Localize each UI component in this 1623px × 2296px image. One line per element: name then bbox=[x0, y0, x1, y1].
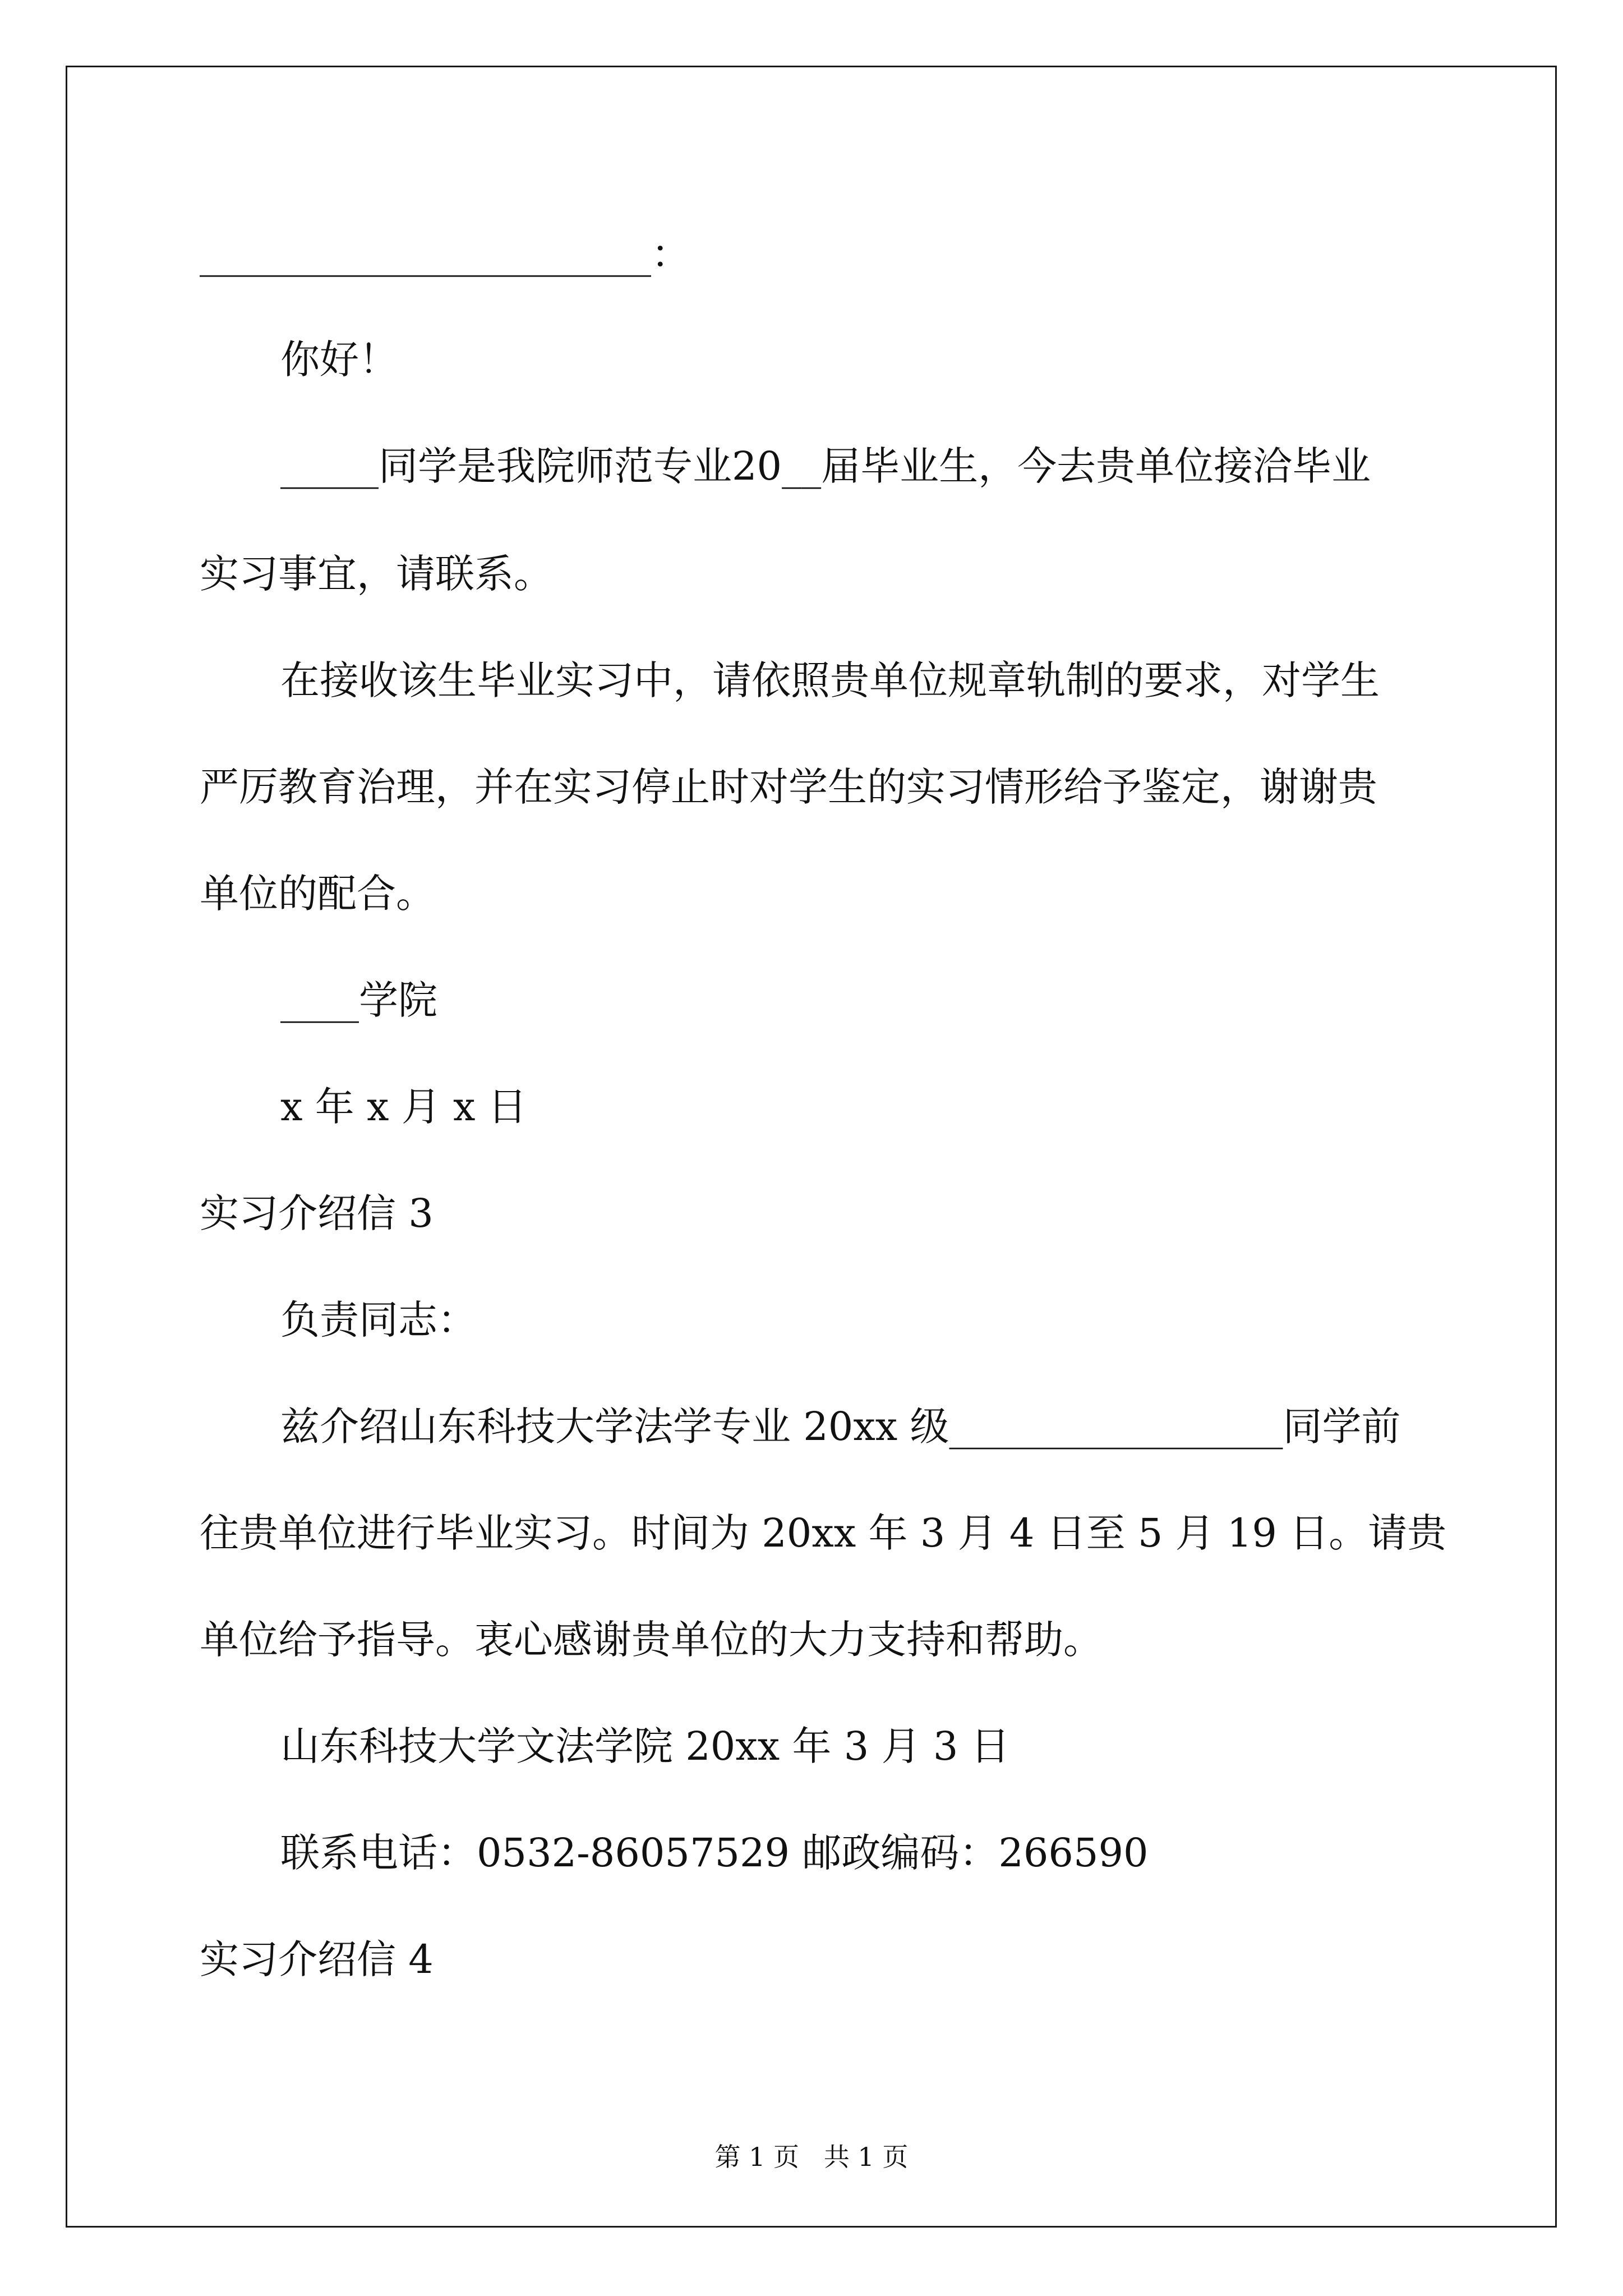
paragraph-line: 单位给予指导。衷心感谢贵单位的大力支持和帮助。 bbox=[200, 1617, 1103, 1663]
section-heading: 实习介绍信 3 bbox=[200, 1190, 434, 1236]
page-number: 第 1 页 共 1 页 bbox=[714, 2142, 909, 2172]
paragraph-line: 在接收该生毕业实习中，请依照贵单位规章轨制的要求，对学生 bbox=[280, 657, 1380, 703]
paragraph-line: 严厉教育治理，并在实习停止时对学生的实习情形给予鉴定，谢谢贵 bbox=[200, 764, 1377, 810]
greeting: 你好！ bbox=[280, 337, 398, 383]
section-heading: 实习介绍信 4 bbox=[200, 1936, 434, 1982]
recipient-blank-line: _______________________： bbox=[200, 231, 690, 277]
paragraph-line: 兹介绍山东科技大学法学专业 20xx 级_________________同学前 bbox=[280, 1404, 1401, 1450]
signature-institution: 山东科技大学文法学院 20xx 年 3 月 3 日 bbox=[280, 1723, 1010, 1769]
signature-date: x 年 x 月 x 日 bbox=[280, 1084, 527, 1130]
signature-college: ____学院 bbox=[280, 977, 437, 1023]
contact-info: 联系电话：0532-86057529 邮政编码：266590 bbox=[280, 1830, 1149, 1876]
page-border bbox=[66, 66, 1557, 2228]
paragraph-line: 往贵单位进行毕业实习。时间为 20xx 年 3 月 4 日至 5 月 19 日。请贵 bbox=[200, 1510, 1447, 1556]
paragraph-line: 单位的配合。 bbox=[200, 871, 435, 917]
paragraph-line: 实习事宜，请联系。 bbox=[200, 551, 553, 597]
paragraph-line: _____同学是我院师范专业20__届毕业生，今去贵单位接洽毕业 bbox=[280, 443, 1371, 489]
salutation: 负责同志： bbox=[280, 1297, 477, 1343]
